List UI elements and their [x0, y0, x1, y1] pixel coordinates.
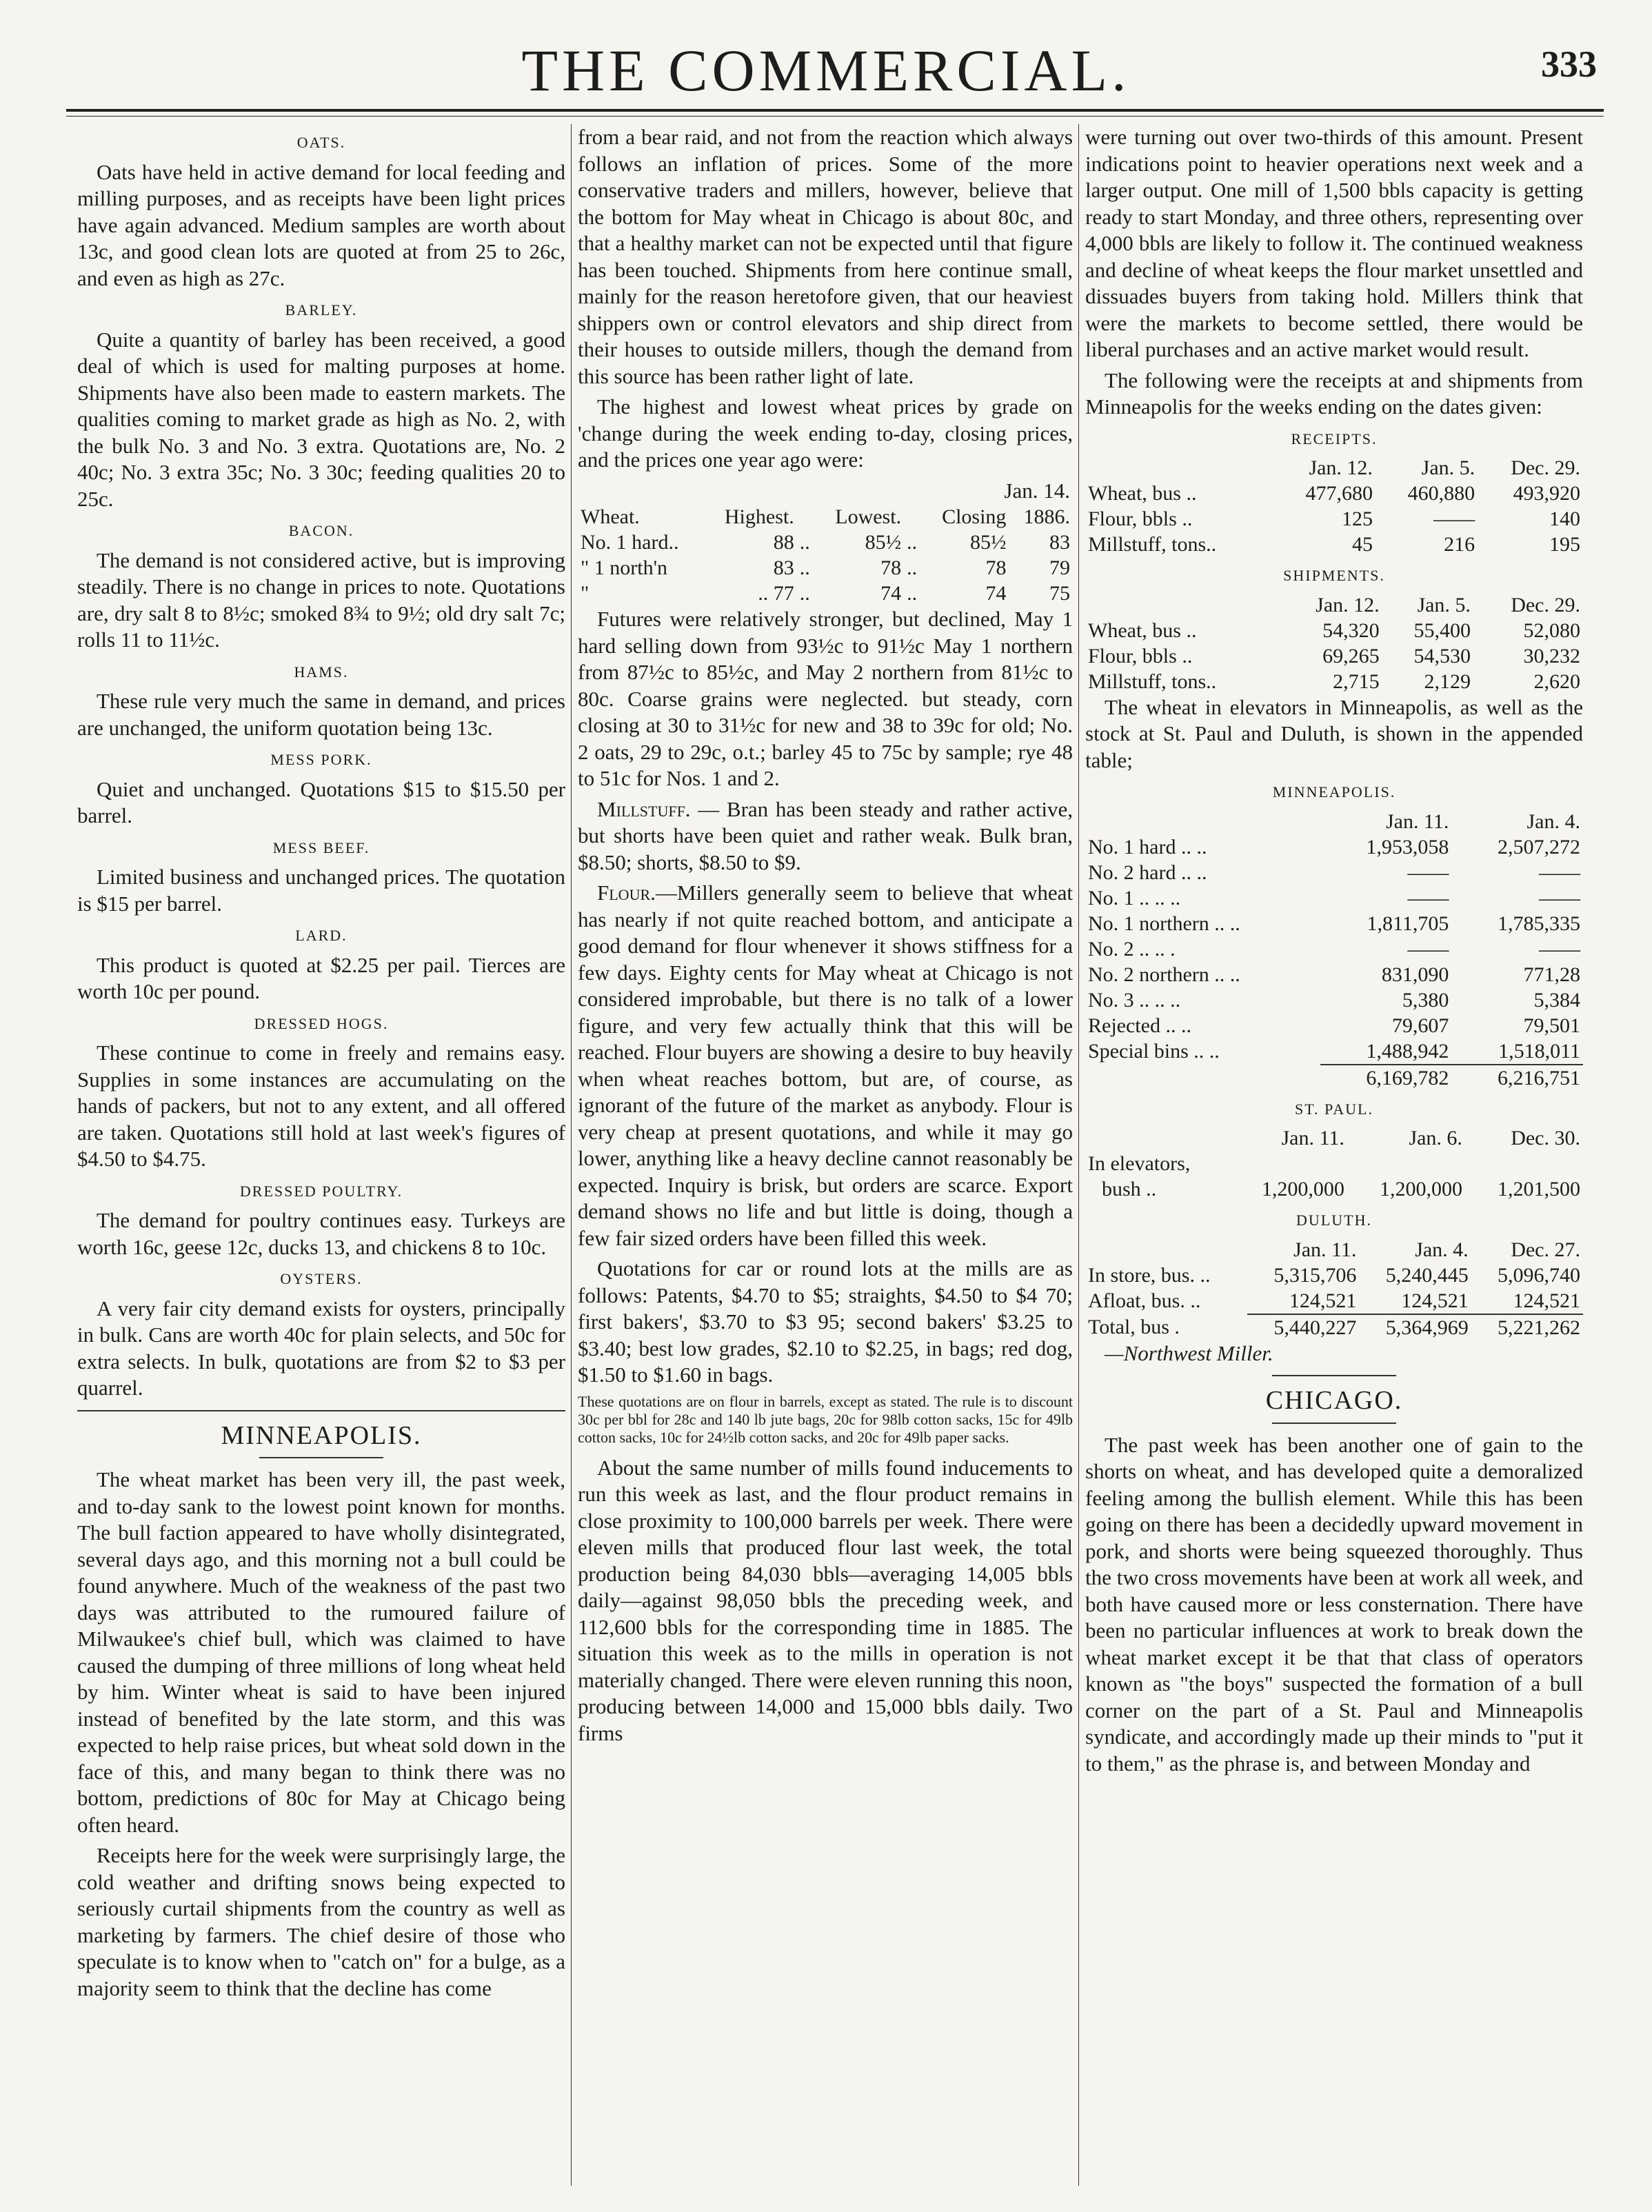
table-cell: Millstuff, tons.. [1088, 533, 1217, 556]
table-header: 1886. [1023, 505, 1070, 528]
section-heading-oysters: OYSTERS. [280, 1270, 363, 1287]
table-row [1085, 481, 1583, 506]
table-header: Jan. 5. [1417, 593, 1471, 616]
paragraph-text: — Bran has been steady and rather active, but shorts have been quiet and rather weak. Bulk bran, $8.50; shorts, $8.50 to $9. [578, 796, 1073, 874]
source-credit: —Northwest Miller. [1105, 1340, 1273, 1365]
table-cell: " 1 north'n [581, 556, 667, 579]
article-paragraph: Quite a quantity of barley has been received, a good deal of which is used for malting purposes at home. Shipments have also been made to eastern markets. The qualities coming to market grade as high as No. 2, with the bulk No. 3 and No. 3 extra. Quotations are, No. 2 40c; No. 3 extra 35c; No. 3 30c; feeding qualities 20 to 25c. [77, 327, 565, 511]
article-paragraph: Quotations for car or round lots at the mills are as follows: Patents, $4.70 to $5; straights, $4.50 to $4 70; first bakers', $3.70 to $3 95; second bakers' $3.25 to $3.40; best low grades, $2.10 to $2.25, in bags; red dog, $1.50 to $1.60 in bags. [578, 1256, 1073, 1387]
table-header-row [1085, 809, 1583, 834]
table-cell: 88 [773, 531, 794, 554]
table-row [1085, 911, 1583, 936]
header-rule-thin [66, 116, 1604, 117]
table-row [1085, 1013, 1583, 1038]
table-header-row [1085, 1237, 1583, 1263]
table-row [1085, 1288, 1583, 1314]
section-heading-oats: OATS. [296, 134, 346, 151]
table-heading-minneapolis: MINNEAPOLIS. [1272, 783, 1396, 801]
column-1 [77, 124, 565, 2186]
table-cell: 5,384 [1533, 988, 1580, 1012]
table-row [1085, 532, 1583, 557]
table-cell: .. [907, 531, 918, 554]
table-row [1085, 860, 1583, 885]
table-cell: 493,920 [1513, 482, 1580, 505]
article-paragraph: A very fair city demand exists for oysters, principally in bulk. Cans are worth 40c for plain selects, and 50c for extra selects. In bulk, quotations are from $2 to $3 per quarrel. [77, 1296, 565, 1400]
table-cell: 1,200,000 [1261, 1178, 1344, 1200]
article-paragraph: The wheat market has been very ill, the past week, and to-day sank to the lowest point known for months. The bull faction appeared to have wholly disintegrated, several days ago, and this morning not a bull could be found anywhere. Much of the weakness of the past two days was attributed to the rumoured failure of Milwaukee's chief bull, which was claimed to have caused the dumping of three millions of long wheat held by him. Winter wheat is said to have been injured instead of benefited by the late storm, and this was expected to help raise prices, but wheat sold down in the face of this, and many began to think there was no bottom, predictions of 80c for May at Chicago being often heard. [77, 1467, 565, 1837]
section-heading-hams: HAMS. [294, 663, 349, 681]
article-paragraph: About the same number of mills found inducements to run this week as last, and the flour product remains in close proximity to 100,000 barrels per week. There were eleven mills that produced flour last week, the total production being 84,030 bbls—averaging 14,005 bbls daily—against 98,050 bbls the preceding week, and 112,600 bbls for the corresponding time in 1885. The situation this week as to the mills in operation is not materially changed. There were eleven running this noon, producing between 14,000 and 15,000 bbls daily. Two firms [578, 1455, 1073, 1745]
table-row [1085, 834, 1583, 860]
table-header [1085, 455, 1273, 481]
table-cell: " [581, 582, 590, 605]
table-cell: —— [1407, 861, 1449, 884]
table-header-row [1085, 592, 1583, 618]
table-header: Wheat. [581, 505, 640, 528]
duluth-table [1085, 1237, 1583, 1340]
table-cell: bush .. [1102, 1178, 1157, 1200]
table-cell: 771,28 [1523, 963, 1580, 986]
table-row [1085, 987, 1583, 1013]
section-heading-bacon: BACON. [288, 522, 354, 539]
article-paragraph: Futures were relatively stronger, but declined, May 1 hard selling down from 93½c to 91½c May 1 northern from 87½c to 85½c, and May 2 northern from 81½c to 80c. Coarse grains were neglected. but steady, corn closing at 30 to 31½c for new and 38 to 39c for old; No. 2 oats, 29 to 29c, o.t.; barley 45 to 75c by sample; rye 48 to 51c for Nos. 1 and 2. [578, 607, 1073, 790]
table-cell: 54,320 [1322, 619, 1380, 642]
table-cell: 831,090 [1381, 963, 1449, 986]
table-cell: 78 [880, 556, 902, 579]
table-cell: 1,200,000 [1379, 1178, 1462, 1200]
table-total-row [1085, 1065, 1583, 1091]
table-cell: Flour, bbls .. [1088, 644, 1193, 667]
article-paragraph: Receipts here for the week were surprisingly large, the cold weather and drifting snows being expected to seriously curtail shipments from the country as well as marketing by farmers. The chief desire of those who speculate is to know when to "catch on" for a bulge, as a majority seem to think that the decline has come [77, 1843, 565, 2000]
table-cell: 6,169,782 [1320, 1065, 1452, 1091]
section-rule [259, 1457, 383, 1458]
table-cell: 79 [1049, 556, 1070, 579]
table-cell: —— [1407, 937, 1449, 961]
table-cell: 1,488,942 [1366, 1039, 1449, 1063]
table-cell: .. [799, 531, 810, 554]
table-cell: No. 1 hard.. [581, 531, 679, 554]
column-divider [571, 124, 572, 2186]
table-cell: .. [799, 556, 810, 579]
table-cell: 2,507,272 [1498, 835, 1580, 858]
section-rule [1272, 1422, 1396, 1424]
table-header: Jan. 11. [1385, 810, 1449, 833]
table-cell: Flour, bbls .. [1088, 507, 1193, 530]
table-cell: 5,240,445 [1385, 1263, 1469, 1287]
table-row [578, 581, 1073, 606]
table-cell: 195 [1549, 533, 1580, 556]
table-cell: 477,680 [1305, 482, 1373, 505]
table-cell: No. 1 northern .. .. [1088, 912, 1240, 935]
table-cell: 5,315,706 [1273, 1263, 1357, 1287]
article-paragraph: This product is quoted at $2.25 per pail. Tierces are worth 10c per pound. [77, 952, 565, 1003]
table-cell: 2,620 [1533, 670, 1580, 693]
table-cell: 52,080 [1523, 619, 1580, 642]
article-paragraph: Oats have held in active demand for local feeding and milling purposes, and as receipts have been light prices have again advanced. Medium samples are worth about 13c, and good clean lots are quoted at from 25 to 26c, and even as high as 27c. [77, 159, 565, 290]
table-cell: 83 [773, 556, 794, 579]
column-3 [1085, 124, 1583, 2186]
table-cell: 1,201,500 [1498, 1178, 1580, 1200]
table-header: Dec. 27. [1511, 1238, 1580, 1261]
table-header: Dec. 29. [1511, 593, 1580, 616]
table-cell: 140 [1549, 507, 1580, 530]
article-paragraph: from a bear raid, and not from the reaction which always follows an inflation of prices. Some of the more conservative traders and millers, however, believe that the bottom for May wheat in Chicago is about 80c, and that a healthy market can not be expected until that figure has been touched. Shipments from here continue small, mainly for the reason heretofore given, that our heaviest shippers own or control elevators and ship direct from their houses to outside millers, though the demand from this source has been rather light of late. [578, 125, 1073, 388]
article-paragraph: The wheat in elevators in Minneapolis, as well as the stock at St. Paul and Duluth, is shown in the appended table; [1085, 694, 1583, 772]
table-row [578, 530, 1073, 555]
article-paragraph: Limited business and unchanged prices. The quotation is $15 per barrel. [77, 865, 565, 916]
masthead [0, 0, 1652, 117]
table-cell: 54,530 [1413, 644, 1471, 667]
shipments-table [1085, 592, 1583, 694]
table-cell: Wheat, bus .. [1088, 482, 1197, 505]
column-2 [578, 124, 1073, 2186]
header-rule [66, 109, 1604, 112]
table-heading-st-paul: ST. PAUL. [1295, 1100, 1373, 1118]
table-cell: 2,129 [1424, 670, 1471, 693]
section-rule [77, 1410, 565, 1411]
table-row [578, 555, 1073, 581]
article-paragraph: These rule very much the same in demand, and prices are unchanged, the uniform quotation being 13c. [77, 689, 565, 740]
table-cell: In elevators, [1088, 1152, 1191, 1175]
table-cell: .. [907, 556, 918, 579]
table-cell: 124,521 [1513, 1289, 1580, 1312]
table-header: Highest. [724, 505, 794, 528]
table-heading-receipts: RECEIPTS. [1291, 430, 1378, 448]
table-row [1085, 936, 1583, 962]
page-title: THE COMMERCIAL. [521, 37, 1131, 103]
receipts-table [1085, 455, 1583, 557]
table-cell: —— [1433, 507, 1475, 530]
table-cell: Special bins .. .. [1088, 1039, 1220, 1063]
table-header [1085, 592, 1281, 618]
table-cell: Wheat, bus .. [1088, 619, 1197, 642]
table-cell: .. [907, 582, 918, 605]
table-header-row [578, 504, 1073, 530]
table-cell: 5,364,969 [1359, 1314, 1471, 1340]
table-row [1085, 1263, 1583, 1288]
table-cell: —— [1407, 886, 1449, 909]
table-cell: 124,521 [1401, 1289, 1469, 1312]
section-heading-dressed-hogs: DRESSED HOGS. [254, 1014, 389, 1032]
table-cell: No. 3 .. .. .. [1088, 988, 1181, 1012]
table-row [1085, 885, 1583, 911]
table-cell: 125 [1341, 507, 1373, 530]
table-cell: 55,400 [1413, 619, 1471, 642]
table-header-row [1085, 455, 1583, 481]
paragraph-lead: Flour. [597, 881, 656, 905]
minneapolis-elevator-table [1085, 809, 1583, 1091]
table-cell: 5,440,227 [1247, 1314, 1359, 1340]
table-cell: 1,785,335 [1498, 912, 1580, 935]
table-cell: 30,232 [1523, 644, 1580, 667]
table-header: Jan. 12. [1309, 456, 1373, 479]
table-cell: 83 [1049, 531, 1070, 554]
table-cell: 85½ [969, 531, 1007, 554]
table-cell: 5,221,262 [1471, 1314, 1583, 1340]
table-cell: 6,216,751 [1451, 1065, 1583, 1091]
table-cell: No. 1 .. .. .. [1088, 886, 1181, 909]
table-cell: 1,811,705 [1367, 912, 1449, 935]
article-paragraph: were turning out over two-thirds of this amount. Present indications point to heavier operations next week and a larger output. One mill of 1,500 bbls capacity is getting ready to start Monday, and three others, representing over 4,000 bbls are likely to follow it. The continued weakness and decline of wheat keeps the flour market unsettled and dissuades buyers from taking hold. Millers think that were the markets to become settled, there would be liberal purchases and an active market would result. [1085, 125, 1583, 361]
article-paragraph [578, 880, 1073, 1251]
table-header: Jan. 6. [1409, 1127, 1462, 1149]
table-header [1085, 1125, 1229, 1151]
table-cell: —— [1539, 861, 1580, 884]
table-cell [1465, 1151, 1583, 1176]
table-header [1085, 1237, 1247, 1263]
table-row [1085, 1038, 1583, 1065]
table-cell: 69,265 [1322, 644, 1380, 667]
table-cell: 79,501 [1523, 1014, 1580, 1037]
table-header: Dec. 30. [1511, 1127, 1580, 1149]
table-cell: 45 [1351, 533, 1373, 556]
table-heading-duluth: DULUTH. [1296, 1211, 1372, 1229]
table-header: Closing [942, 505, 1007, 528]
section-heading-barley: BARLEY. [285, 301, 358, 319]
table-cell: In store, bus. .. [1088, 1263, 1211, 1287]
table-cell: 75 [1049, 582, 1070, 605]
table-cell: 74 [880, 582, 902, 605]
section-heading-chicago: CHICAGO. [1265, 1386, 1403, 1415]
table-cell: No. 2 northern .. .. [1088, 963, 1240, 986]
section-heading-minneapolis: MINNEAPOLIS. [221, 1420, 422, 1450]
table-cell [1347, 1151, 1465, 1176]
table-header: Dec. 29. [1511, 456, 1580, 479]
table-cell: No. 2 hard .. .. [1088, 861, 1207, 884]
st-paul-table [1085, 1125, 1583, 1202]
table-cell: Millstuff, tons.. [1088, 670, 1217, 693]
table-header: Jan. 5. [1421, 456, 1475, 479]
table-cell: 216 [1444, 533, 1475, 556]
table-cell: 1,518,011 [1498, 1039, 1580, 1063]
table-cell: 124,521 [1289, 1289, 1357, 1312]
section-heading-dressed-poultry: DRESSED POULTRY. [239, 1182, 403, 1200]
page-number: 333 [1541, 43, 1597, 85]
table-row [1085, 962, 1583, 987]
table-cell: Rejected .. .. [1088, 1014, 1191, 1037]
table-cell: —— [1539, 886, 1580, 909]
table-cell: 5,380 [1402, 988, 1449, 1012]
column-divider [1078, 124, 1079, 2186]
table-cell: No. 1 hard .. .. [1088, 835, 1207, 858]
table-row [1085, 669, 1583, 694]
table-total-row [1085, 1314, 1583, 1340]
table-cell: Afloat, bus. .. [1088, 1289, 1201, 1312]
section-heading-lard: LARD. [295, 927, 347, 944]
section-heading-mess-beef: MESS BEEF. [272, 838, 370, 856]
table-row [1085, 1151, 1583, 1176]
table-row [1085, 506, 1583, 532]
table-cell [1085, 1065, 1320, 1091]
article-paragraph: Quiet and unchanged. Quotations $15 to $15.50 per barrel. [77, 776, 565, 827]
table-row [1085, 618, 1583, 643]
article-paragraph: The following were the receipts at and shipments from Minneapolis for the weeks ending on the dates given: [1085, 368, 1583, 419]
paragraph-text: —Millers generally seem to believe that wheat has nearly if not quite reached bottom, and anticipate a good demand for flour whenever it shows stiffness for a few days. Eighty cents for May wheat at Chicago is not considered improbable, but there is no talk of a lower figure, and very few actually think that this will be reached. Flour buyers are showing a desire to buy heavily when wheat reaches bottom, but are, of course, as ignorant of the future of the market as anybody. Flour is very cheap at present quotations, and while it may go lower, anything like a heavy decline cannot reasonably be expected. Inquiry is brisk, but orders are scarce. Export demand shows no life and but little is doing, though a few fair sized orders have been filled this week. [578, 881, 1073, 1250]
section-rule [1272, 1375, 1396, 1376]
article-paragraph: The highest and lowest wheat prices by grade on 'change during the week ending to-day, closing prices, and the prices one year ago were: [578, 394, 1073, 472]
table-header: Jan. 12. [1316, 593, 1380, 616]
table-cell: 79,607 [1391, 1014, 1449, 1037]
table-cell: .. [799, 582, 810, 605]
table-cell: —— [1539, 937, 1580, 961]
table-row [1085, 1176, 1583, 1202]
table-date: Jan. 14. [1004, 478, 1070, 503]
table-header: Jan. 4. [1527, 810, 1580, 833]
article-paragraph: These continue to come in freely and remains easy. Supplies in some instances are accumulating on the hands of packers, but not to any extent, and all offered are taken. Quotations still hold at last week's figures of $4.50 to $4.75. [77, 1040, 565, 1171]
footnote: These quotations are on flour in barrels, except as stated. The rule is to discount 30c per bbl for 28c and 140 lb jute bags, 20c for 98lb cotton sacks, 15c for 49lb cotton sacks, 10c for 24½lb cotton sacks, and 20c for 49lb paper sacks. [578, 1392, 1073, 1446]
table-header: Jan. 4. [1415, 1238, 1469, 1261]
table-header: Jan. 11. [1281, 1127, 1344, 1149]
table-cell: 85½ [865, 531, 902, 554]
paragraph-lead: Millstuff. [597, 796, 691, 821]
table-cell: 460,880 [1407, 482, 1475, 505]
table-cell: 74 [985, 582, 1007, 605]
table-row [1085, 643, 1583, 669]
table-cell: 2,715 [1333, 670, 1380, 693]
table-cell: 78 [985, 556, 1007, 579]
table-header-row [1085, 1125, 1583, 1151]
table-heading-shipments: SHIPMENTS. [1283, 567, 1385, 584]
table-cell [1229, 1151, 1347, 1176]
table-cell: .. 77 [758, 582, 794, 605]
table-cell: 1,953,058 [1366, 835, 1449, 858]
article-paragraph [578, 796, 1073, 876]
wheat-price-table [578, 504, 1073, 606]
table-header [1085, 809, 1320, 834]
table-cell: Total, bus . [1088, 1315, 1180, 1338]
section-heading-mess-pork: MESS PORK. [270, 751, 372, 768]
table-header: Jan. 11. [1293, 1238, 1357, 1261]
article-paragraph: The demand is not considered active, but is improving steadily. There is no change in prices to note. Quotations are, dry salt 8 to 8½c; smoked 8¾ to 9½; old dry salt 7c; rolls 11 to 11½c. [77, 547, 565, 652]
table-cell: No. 2 .. .. . [1088, 937, 1176, 961]
table-header: Lowest. [835, 505, 902, 528]
article-paragraph: The demand for poultry continues easy. Turkeys are worth 16c, geese 12c, ducks 13, and chickens 8 to 10c. [77, 1208, 565, 1259]
table-cell: 5,096,740 [1498, 1263, 1580, 1287]
article-paragraph: The past week has been another one of gain to the shorts on wheat, and has developed quite a demoralized feeling among the bullish element. While this has been going on there has been a decidedly upward movement in pork, and shorts were being squeezed thoroughly. Thus the two cross movements have been at work all week, and both have caused more or less consternation. There have been no particular influences at work to break down the wheat market except it be that that class of operators known as "the boys" suspected the formation of a bull corner on the part of a St. Paul and Minneapolis syndicate, and accordingly made up their minds to "put it to them," as the phrase is, and between Monday and [1085, 1432, 1583, 1776]
